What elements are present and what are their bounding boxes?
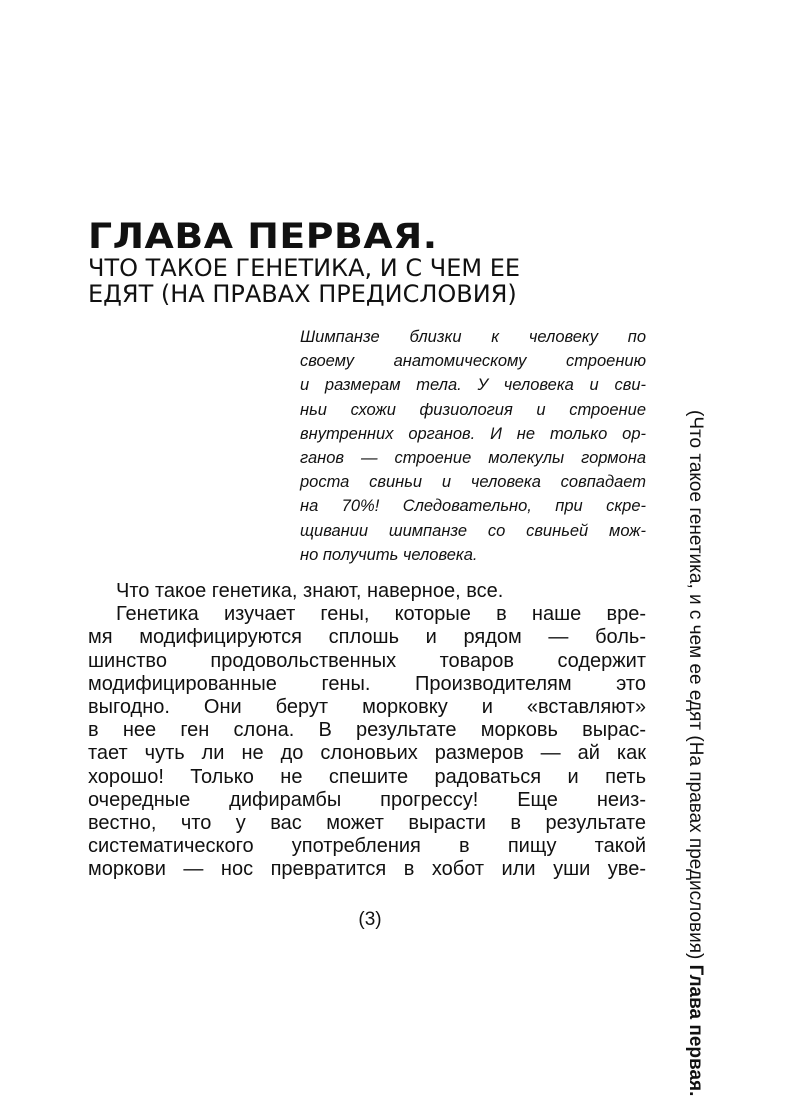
running-head <box>680 410 710 1096</box>
body-line: шинство продовольственных товаров содержит <box>88 649 646 672</box>
body-line: тает чуть ли не до слоновьих размеров — ай как <box>88 742 646 765</box>
epigraph-line: Шимпанзе близки к человеку по <box>300 328 646 346</box>
body-line: систематического употребления в пищу такой <box>88 835 646 858</box>
chapter-subtitle-line: ЧТО ТАКОЕ ГЕНЕТИКА, И С ЧЕМ ЕЕ <box>88 254 521 282</box>
body-text <box>88 580 646 882</box>
body-line: модифицированные гены. Производителям это <box>88 672 646 695</box>
body-line: Что такое генетика, знают, наверное, все. <box>116 580 504 602</box>
chapter-title: ГЛАВА ПЕРВАЯ. <box>88 217 438 257</box>
chapter-heading <box>88 218 648 308</box>
body-line: выгодно. Они берут морковку и «вставляют» <box>88 696 646 719</box>
epigraph-line: на 70%! Следовательно, при скре- <box>300 497 646 516</box>
body-line: хорошо! Только не спешите радоваться и петь <box>88 765 646 788</box>
epigraph-line: ньи схожи физиология и строение <box>300 400 646 419</box>
body-line: в нее ген слона. В результате морковь вырас- <box>88 719 646 742</box>
running-head-title: (Что такое генетика, и с чем ее едят (На правах предисловия) <box>685 410 706 960</box>
epigraph-line: щивании шимпанзе со свиньей мож- <box>300 521 646 540</box>
epigraph-line: роста свиньи и человека совпадает <box>300 473 646 492</box>
chapter-subtitle-line: ЕДЯТ (НА ПРАВАХ ПРЕДИСЛОВИЯ) <box>88 280 517 308</box>
body-line: очередные дифирамбы прогрессу! Еще неиз- <box>88 788 646 811</box>
epigraph <box>300 325 646 567</box>
epigraph-line: внутренних органов. И не только ор- <box>300 424 646 443</box>
body-line: вестно, что у вас может вырасти в результате <box>88 812 646 835</box>
epigraph-line: своему анатомическому строению <box>300 352 646 371</box>
body-line: Генетика изучает гены, которые в наше вре- <box>116 603 646 626</box>
page-number: (3) <box>358 909 382 930</box>
epigraph-line: ганов — строение молекулы гормона <box>300 449 646 468</box>
epigraph-line: но получить человека. <box>300 545 478 564</box>
epigraph-line: и размерам тела. У человека и сви- <box>300 376 646 395</box>
body-line: мя модифицируются сплошь и рядом — боль- <box>88 626 646 649</box>
body-line: моркови — нос превратится в хобот или уши уве- <box>88 858 646 881</box>
running-head-chapter: Глава первая. <box>685 964 706 1096</box>
